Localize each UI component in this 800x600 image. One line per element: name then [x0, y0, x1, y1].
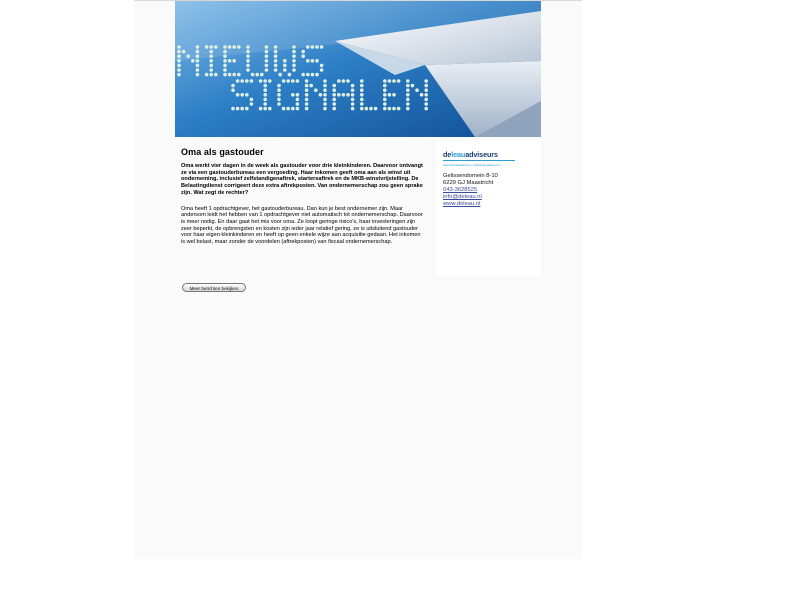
article-title: Oma als gastouder	[181, 147, 264, 157]
banner-graphic	[175, 1, 541, 137]
address-city: 6229 GJ Maastricht	[443, 180, 494, 186]
company-logo: deleauadviseurs Administratiekantoor en Belastingadviseurs	[443, 150, 521, 167]
email-link[interactable]: info@deleau.nl	[443, 194, 482, 200]
logo-tagline: Administratiekantoor en Belastingadviseurs	[443, 163, 501, 167]
phone-link[interactable]: 043-3628525	[443, 187, 478, 193]
contact-info	[443, 173, 498, 208]
article-intro: Oma werkt vier dagen in de week als gastouder voor drie kleinkinderen. Daarvoor ontvangt ze via een gastouderbureau een vergoeding. Haar inkomen geeft oma aan als winst uit onderneming, inclusief zelfstandigenaftrek, startersaftrek en de MKB-winstvrijstelling. De Belastingdienst corrigeert deze extra aftrekposten. Van ondernemerschap zou geen sprake zijn. Wat zegt de rechter?	[181, 163, 423, 196]
address-street: Gelissendomein 8-10	[443, 173, 498, 179]
website-link[interactable]: www.deleau.nl	[443, 201, 481, 207]
header-banner	[175, 1, 541, 137]
article-body: Oma heeft 1 opdrachtgever, het gastouderbureau. Dan kun je best ondernemer zijn. Maar andersom leidt het hebben van 1 opdrachtgever niet automatisch tot ondernemerschap. Daarvoor is meer nodig. En daar gaat het mis voor oma. Ze loopt geringe risico's, haar investeringen zijn zeer beperkt, de opbrengsten en kosten zijn ieder jaar relatief gering, ze is uitsluitend gastouder voor haar eigen kleinkinderen en heeft op geen enkele wijze aan acquisitie gedaan. Het inkomen is wel belast, maar zonder de voordelen (aftrekposten) van fiscaal ondernemerschap.	[181, 205, 423, 246]
logo-rule	[443, 160, 515, 161]
sidebar-contact-card	[436, 140, 541, 276]
article	[181, 147, 423, 246]
more-messages-button[interactable]: Meer berichten bekijken	[182, 283, 246, 292]
